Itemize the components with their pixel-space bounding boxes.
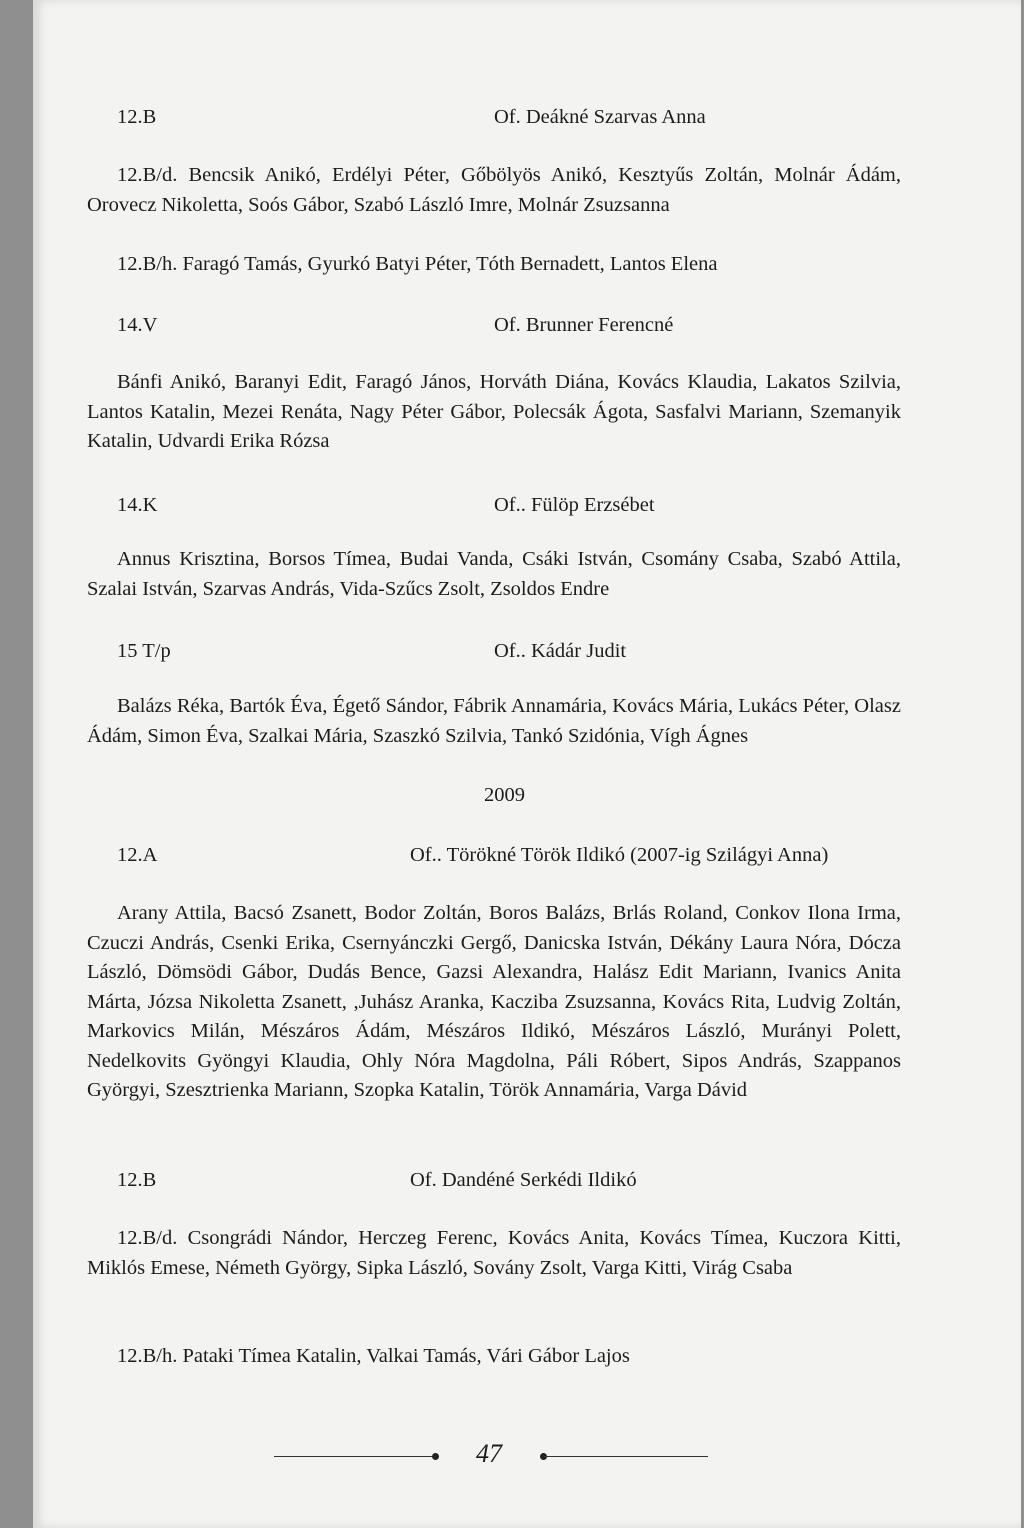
class-teacher: Of. Brunner Ferencné [494,314,674,336]
class-label: 12.B [117,1169,157,1191]
class-teacher: Of.. Fülöp Erzsébet [494,494,655,516]
student-list: 12.B/h. Pataki Tímea Katalin, Valkai Tamás, Vári Gábor Lajos [117,1345,630,1367]
book-page [33,0,1021,1528]
class-teacher: Of.. Kádár Judit [494,640,627,662]
student-list: 12.B/h. Faragó Tamás, Gyurkó Batyi Péter, Tóth Bernadett, Lantos Elena [117,253,718,275]
page-footer [0,1437,1024,1477]
student-list: Balázs Réka, Bartók Éva, Égető Sándor, Fábrik Annamária, Kovács Mária, Lukács Péter, Olasz Ádám, Simon Éva, Szalkai Mária, Szaszkó Szilvia, Tankó Szidónia, Vígh Ágnes [87,695,901,747]
class-label: 14.K [117,494,158,516]
student-list: 12.B/d. Bencsik Anikó, Erdélyi Péter, Gőbölyös Anikó, Kesztyűs Zoltán, Molnár Ádám, Orovecz Nikoletta, Soós Gábor, Szabó László Imre, Molnár Zsuzsanna [87,164,901,216]
class-teacher: Of. Dandéné Serkédi Ildikó [410,1169,637,1191]
footer-rule-left [274,1456,436,1457]
class-label: 14.V [117,314,158,336]
page-number: 47 [476,1439,502,1468]
student-list: Annus Krisztina, Borsos Tímea, Budai Vanda, Csáki István, Csomány Csaba, Szabó Attila, Szalai István, Szarvas András, Vida-Szűcs Zsolt, Zsoldos Endre [87,548,901,600]
class-teacher: Of. Deákné Szarvas Anna [494,106,706,128]
footer-bullet-left [432,1453,439,1460]
footer-rule-right [544,1456,708,1457]
student-list: Bánfi Anikó, Baranyi Edit, Faragó János, Horváth Diána, Kovács Klaudia, Lakatos Szilvia, Lantos Katalin, Mezei Renáta, Nagy Péter Gábor, Polecsák Ágota, Sasfalvi Mariann, Szemanyik Katalin, Udvardi Erika Rózsa [87,371,901,452]
class-label: 12.A [117,844,158,866]
class-label: 15 T/p [117,640,171,662]
student-list: 12.B/d. Csongrádi Nándor, Herczeg Ferenc, Kovács Anita, Kovács Tímea, Kuczora Kitti, Miklós Emese, Németh György, Sipka László, Sovány Zsolt, Varga Kitti, Virág Csaba [87,1227,901,1279]
class-label: 12.B [117,106,157,128]
year-heading: 2009 [484,784,525,806]
class-teacher: Of.. Törökné Török Ildikó (2007-ig Szilágyi Anna) [410,844,829,866]
student-list: Arany Attila, Bacsó Zsanett, Bodor Zoltán, Boros Balázs, Brlás Roland, Conkov Ilona Irma, Czuczi András, Csenki Erika, Csernyánczki Gergő, Danicska István, Dékány Laura Nóra, Dócza László, Dömsödi Gábor, Dudás Bence, Gazsi Alexandra, Halász Edit Mariann, Ivanics Anita Márta, Józsa Nikoletta Zsanett, ,Juhász Aranka, Kacziba Zsuzsanna, Kovács Rita, Ludvig Zoltán, Markovics Milán, Mészáros Ádám, Mészáros Ildikó, Mészáros László, Murányi Polett, Nedelkovits Gyöngyi Klaudia, Ohly Nóra Magdolna, Páli Róbert, Sipos András, Szappanos Györgyi, Szesztrienka Mariann, Szopka Katalin, Török Annamária, Varga Dávid [87,902,901,1101]
